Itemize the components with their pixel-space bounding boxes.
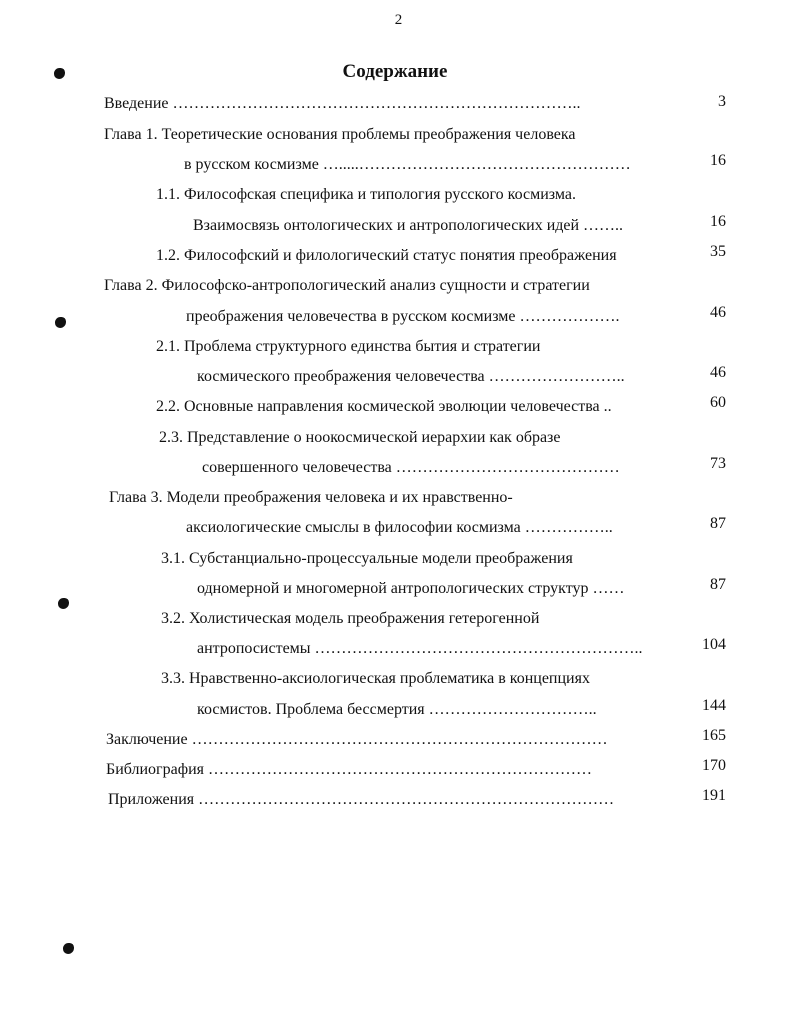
toc-page-number: 191 [702, 787, 726, 804]
toc-section-2-1-cont: космического преображения человечества …………………….. [197, 368, 625, 385]
toc-page-number: 46 [710, 304, 726, 321]
toc-section-1-1: 1.1. Философская специфика и типология русского космизма. [156, 186, 577, 203]
toc-section-3-2: 3.2. Холистическая модель преображения гетерогенной [161, 610, 540, 627]
toc-section-2-2: 2.2. Основные направления космической эволюции человечества .. [156, 398, 612, 415]
toc-introduction: Введение ………………………………………………………………….. [104, 95, 581, 112]
toc-section-1-2: 1.2. Философский и филологический статус понятия преображения [156, 247, 617, 264]
toc-page-number: 16 [710, 213, 726, 230]
page-title: Содержание [342, 61, 448, 82]
toc-chapter-1-cont: в русском космизме ….....…………………………………………… [184, 156, 631, 173]
toc-chapter-1: Глава 1. Теоретические основания проблемы преображения человека [104, 126, 576, 143]
toc-page-number: 165 [702, 727, 726, 744]
toc-section-3-1: 3.1. Субстанциально-процессуальные модели преображения [161, 550, 573, 567]
toc-page-number: 46 [710, 364, 726, 381]
toc-chapter-2: Глава 2. Философско-антропологический анализ сущности и стратегии [104, 277, 590, 294]
toc-page-number: 170 [702, 757, 726, 774]
toc-chapter-3: Глава 3. Модели преображения человека и их нравственно- [109, 489, 513, 506]
toc-section-3-1-cont: одномерной и многомерной антропологических структур …… [197, 580, 625, 597]
toc-page-number: 87 [710, 515, 726, 532]
punch-mark [58, 598, 69, 609]
toc-section-3-2-cont: антропосистемы …………………………………………………….. [197, 640, 643, 657]
toc-conclusion: Заключение …………………………………………………………………… [106, 731, 608, 748]
toc-page-number: 87 [710, 576, 726, 593]
toc-page-number: 144 [702, 697, 726, 714]
toc-page-number: 73 [710, 455, 726, 472]
toc-page-number: 60 [710, 394, 726, 411]
toc-page-number: 104 [702, 636, 726, 653]
page-number: 2 [394, 12, 403, 28]
toc-section-2-3: 2.3. Представление о ноокосмической иерархии как образе [159, 429, 561, 446]
toc-page-number: 3 [718, 93, 726, 110]
toc-section-3-3: 3.3. Нравственно-аксиологическая проблематика в концепциях [161, 670, 590, 687]
toc-section-3-3-cont: космистов. Проблема бессмертия ………………………….. [197, 701, 597, 718]
toc-page-number: 16 [710, 152, 726, 169]
toc-chapter-2-cont: преображения человечества в русском космизме ………………. [186, 308, 620, 325]
toc-chapter-3-cont: аксиологические смыслы в философии космизма …………….. [186, 519, 613, 536]
toc-section-2-1: 2.1. Проблема структурного единства бытия и стратегии [156, 338, 541, 355]
punch-mark [55, 317, 66, 328]
toc-page-number: 35 [710, 243, 726, 260]
toc-section-2-3-cont: совершенного человечества …………………………………… [202, 459, 620, 476]
toc-section-1-1-cont: Взаимосвязь онтологических и антропологических идей …….. [193, 217, 624, 234]
punch-mark [63, 943, 74, 954]
toc-bibliography: Библиография ……………………………………………………………… [106, 761, 592, 778]
toc-appendices: Приложения …………………………………………………………………… [108, 791, 615, 808]
